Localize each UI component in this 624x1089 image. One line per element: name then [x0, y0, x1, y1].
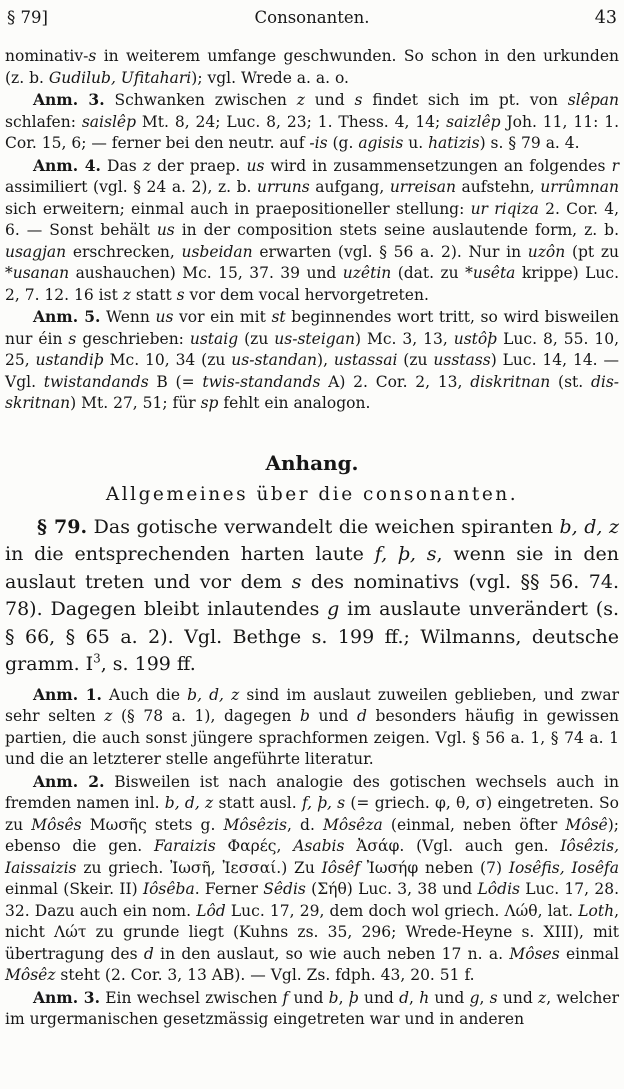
- text-run: (Σήθ) Luc. 3, 38 und: [305, 880, 478, 898]
- italic-run: us-steigan: [274, 329, 355, 348]
- paragraph: [5, 306, 619, 415]
- italic-run: g: [469, 988, 480, 1007]
- italic-run: ur riqiza: [470, 199, 539, 218]
- text-run: , welcher im urgermanischen gesetzmässig eingetreten war und in anderen: [5, 988, 619, 1028]
- superscript-run: 3: [93, 651, 101, 666]
- text-run: Ein wechsel zwischen: [99, 988, 283, 1007]
- text-run: assimiliert (vgl. § 24 a. 2), z. b.: [5, 178, 258, 196]
- text-run: Das: [100, 156, 143, 175]
- bold-run: Anm. 3.: [33, 90, 105, 109]
- text-run: findet sich im pt. von: [362, 91, 568, 109]
- text-run: A) 2. Cor. 2, 13,: [320, 372, 471, 391]
- italic-run: f, þ, s: [374, 543, 437, 565]
- text-run: Luc. 8, 55. 10, 25,: [5, 329, 619, 369]
- text-run: 2. Cor. 4, 6. — Sonst behält: [5, 199, 620, 239]
- italic-run: Loth: [578, 901, 615, 920]
- text-run: wird in zusammensetzungen an folgendes: [264, 156, 612, 175]
- italic-run: s: [176, 285, 185, 304]
- text-run: (g.: [327, 134, 359, 152]
- italic-run: d: [399, 988, 410, 1007]
- text-run: u.: [403, 134, 429, 152]
- text-run: Joh. 11, 11: 1. Cor. 15, 6; — ferner bei den neutr. auf: [5, 112, 619, 152]
- italic-run: ustassai: [333, 351, 398, 369]
- text-run: erwarten (vgl. § 56 a. 2). Nur in: [252, 242, 528, 261]
- text-run: (= griech. φ, θ, σ) eingetreten. So zu: [5, 794, 620, 834]
- italic-run: twis-standands: [202, 372, 321, 391]
- italic-run: s: [489, 988, 498, 1007]
- italic-run: sp: [200, 394, 219, 412]
- text-run: (dat. zu: [391, 264, 466, 282]
- italic-run: hatizis: [428, 134, 480, 152]
- italic-run: b, d, z: [559, 515, 619, 538]
- bold-run: Anm. 3.: [33, 987, 100, 1007]
- italic-run: Môsês: [31, 815, 82, 834]
- italic-run: d: [143, 944, 154, 963]
- text-run: erschrecken,: [66, 242, 182, 261]
- text-run: Φαρές,: [215, 837, 294, 855]
- text-run: vor ein mit: [173, 308, 272, 326]
- italic-run: s: [291, 570, 302, 593]
- text-run: Μωσῆς stets g.: [81, 815, 224, 834]
- text-run: (pt zu: [565, 242, 619, 261]
- text-run: aufgang,: [309, 178, 390, 196]
- italic-run: s: [68, 329, 77, 348]
- italic-run: -is: [309, 134, 328, 152]
- italic-run: b, d, z: [164, 794, 214, 812]
- text-run: Mc. 10, 34 (zu: [103, 351, 232, 369]
- text-run: in weiterem umfange geschwunden. So schon in den urkunden (z. b.: [5, 47, 619, 87]
- text-run: Ἰωσήφ neben (7): [359, 858, 509, 877]
- text-run: besonders häufig in gewissen partien, die auch sonst jüngere sprachformen zeigen. Vgl. § 56 a. 1, § 74 a. 1 und die an letzterer stelle angeführte literatur.: [5, 707, 620, 768]
- text-run: Luc. 17, 29, dem doch wol griech. Λώθ, lat.: [225, 901, 579, 920]
- text-run: einmal (Skeir. II): [5, 880, 143, 898]
- italic-run: ustaig: [189, 329, 239, 348]
- text-run: statt ausl.: [213, 794, 302, 812]
- text-run: ) s. § 79 a. 4.: [479, 134, 580, 152]
- italic-run: z: [122, 285, 131, 304]
- running-title: Consonanten.: [254, 8, 370, 27]
- text-run: (st.: [550, 372, 591, 391]
- italic-run: s: [88, 47, 97, 65]
- text-run: steht (2. Cor. 3, 13 AB). — Vgl. Zs. fdph. 43, 20. 51 f.: [55, 966, 475, 984]
- text-run: einmal: [559, 944, 619, 963]
- italic-run: uzêtin: [342, 264, 392, 282]
- text-run: schlafen:: [5, 112, 82, 131]
- text-run: und: [497, 988, 539, 1007]
- text-run: nominativ-: [5, 47, 89, 65]
- italic-run: z: [104, 707, 113, 725]
- italic-run: st: [271, 308, 286, 326]
- text-run: ,: [479, 988, 490, 1007]
- page-number: 43: [594, 8, 617, 28]
- text-run: der praep.: [150, 156, 247, 175]
- italic-run: b: [299, 707, 310, 725]
- text-run: (zu: [238, 329, 275, 348]
- paragraph: [5, 987, 619, 1031]
- text-run: B (=: [148, 372, 203, 391]
- text-run: und: [304, 91, 355, 109]
- italic-run: Môsêzis: [223, 815, 287, 834]
- text-run: (einmal, neben öfter: [382, 815, 566, 834]
- text-run: Luc. 17, 28. 32. Dazu auch ein nom.: [5, 880, 620, 920]
- italic-run: slêpan: [567, 91, 620, 109]
- page-body: [5, 46, 619, 1031]
- text-run: zu griech. Ἰωσῆ, Ἰεσσαί.) Zu: [76, 858, 322, 877]
- text-run: ,: [409, 988, 420, 1007]
- text-run: ),: [317, 351, 334, 369]
- paragraph: [5, 684, 619, 771]
- text-run: Bisweilen ist nach analogie des gotischen wechsels auch in fremden namen inl.: [5, 772, 619, 812]
- italic-run: Môsêza: [323, 815, 383, 834]
- italic-run: saizlêp: [446, 112, 501, 131]
- italic-run: Môsêz: [5, 966, 56, 984]
- italic-run: b: [328, 988, 339, 1007]
- italic-run: urruns: [257, 178, 310, 196]
- text-run: im auslaute unverändert (s. § 66, § 65 a. 2). Vgl. Bethge s. 199 ff.; Wilmanns, deutsche gramm. I: [5, 598, 620, 675]
- italic-run: z: [538, 988, 547, 1007]
- text-run: Auch die: [101, 685, 188, 704]
- text-run: (zu: [397, 351, 434, 369]
- text-run: aushauchen) Mc. 15, 37. 39 und: [69, 264, 343, 282]
- italic-run: h: [419, 988, 430, 1007]
- text-run: Schwanken zwischen: [104, 91, 297, 109]
- italic-run: Môsê: [565, 815, 608, 834]
- italic-run: s: [354, 91, 363, 109]
- bold-run: Anm. 5.: [33, 307, 101, 326]
- text-run: sich erweitern; einmal auch in praepositioneller stellung:: [5, 199, 471, 218]
- italic-run: f: [282, 988, 289, 1007]
- text-run: und: [309, 707, 357, 725]
- text-run: . Ferner: [194, 880, 264, 898]
- italic-run: Lôd: [196, 901, 226, 920]
- text-run: krippe) Luc. 2, 7. 12. 16 ist: [5, 264, 620, 304]
- italic-run: g: [327, 598, 340, 620]
- italic-run: Faraizis: [154, 837, 216, 855]
- text-run: , d.: [286, 815, 324, 834]
- bold-run: Anm. 2.: [33, 771, 105, 791]
- italic-run: uzôn: [527, 242, 566, 261]
- text-run: in den auslaut, so wie auch neben 17 n. a.: [153, 944, 510, 963]
- italic-run: ustandiþ: [35, 351, 104, 369]
- paragraph: [5, 771, 619, 987]
- italic-run: us: [155, 308, 174, 326]
- text-run: ) Mt. 27, 51; für: [70, 394, 201, 412]
- text-run: , s. 199 ff.: [100, 653, 196, 675]
- italic-run: usbeidan: [181, 242, 253, 261]
- bold-run: Anm. 4.: [33, 155, 101, 175]
- text-run: ) Luc. 14, 14. — Vgl.: [5, 351, 619, 391]
- italic-run: *usêta: [465, 264, 516, 282]
- italic-run: Iosêfis, Iosêfa: [508, 858, 619, 877]
- italic-run: Lôdis: [477, 880, 520, 898]
- text-run: aufstehn,: [455, 178, 541, 196]
- paragraph: [5, 89, 619, 155]
- italic-run: Asabis: [293, 837, 345, 855]
- text-run: ); vgl. Wrede a. a. o.: [191, 68, 349, 87]
- italic-run: Iôsêzis, Iaissaizis: [5, 837, 620, 877]
- italic-run: agisis: [358, 134, 404, 152]
- text-run: Ἀσάφ. (Vgl. auch gen.: [344, 837, 561, 855]
- text-run: ,: [338, 988, 349, 1007]
- text-run: , nicht Λώτ zu grunde liegt (Kuhns zs. 35, 296; Wrede-Heyne s. XIII), mit übertragung des: [5, 901, 620, 963]
- text-run: in der composition stets seine auslautende form, z. b.: [174, 221, 619, 239]
- italic-run: usstass: [433, 351, 491, 369]
- section-marker: § 79]: [7, 8, 48, 27]
- anhang-heading: Anhang.: [265, 450, 359, 475]
- italic-run: þ: [348, 988, 359, 1007]
- text-run: ) Mc. 3, 13,: [354, 329, 454, 348]
- italic-run: urreisan: [389, 178, 456, 196]
- text-run: , wenn sie in den auslaut treten und vor dem: [5, 543, 619, 593]
- text-run: und: [429, 988, 470, 1007]
- italic-run: dis-skritnan: [5, 372, 620, 412]
- italic-run: z: [296, 91, 305, 109]
- paragraph: [5, 155, 619, 307]
- italic-run: r: [611, 156, 619, 175]
- bold-run: Anm. 1.: [33, 684, 102, 704]
- italic-run: us: [156, 221, 175, 239]
- italic-run: Iôsêf: [321, 858, 360, 877]
- italic-run: *usanan: [5, 264, 70, 282]
- text-run: des nominativs (vgl. §§ 56. 74. 78). Dagegen bleibt inlautendes: [5, 570, 619, 620]
- italic-run: Gudilub, Ufitahari: [48, 68, 192, 87]
- italic-run: diskritnan: [470, 372, 551, 391]
- italic-run: us: [246, 156, 265, 175]
- italic-run: Sêdis: [263, 880, 306, 898]
- bold-run: § 79.: [37, 515, 88, 538]
- text-run: und: [288, 988, 329, 1007]
- text-run: Das gotische verwandelt die weichen spiranten: [87, 515, 560, 538]
- text-run: vor dem vocal hervorgetreten.: [184, 285, 429, 304]
- text-run: und: [358, 988, 400, 1007]
- paragraph: [5, 514, 619, 679]
- italic-run: saislêp: [81, 112, 137, 131]
- italic-run: ustôþ: [453, 329, 498, 348]
- text-run: statt: [130, 285, 177, 304]
- italic-run: Iôsêba: [142, 880, 195, 898]
- italic-run: z: [142, 156, 151, 175]
- italic-run: d: [357, 707, 367, 725]
- italic-run: usagjan: [5, 242, 67, 261]
- italic-run: us-standan: [231, 351, 318, 369]
- text-run: fehlt ein analogon.: [218, 394, 371, 412]
- text-run: Mt. 8, 24; Luc. 8, 23; 1. Thess. 4, 14;: [136, 112, 447, 131]
- italic-run: urrûmnan: [540, 178, 619, 196]
- text-run: geschrieben:: [76, 329, 190, 348]
- consonants-subheading: Allgemeines über die consonanten.: [105, 483, 519, 505]
- text-run: Wenn: [100, 308, 156, 326]
- text-run: ); ebenso die gen.: [5, 815, 620, 855]
- paragraph: [5, 46, 619, 89]
- text-run: (§ 78 a. 1), dagegen: [112, 707, 300, 725]
- italic-run: twistandands: [43, 372, 149, 391]
- text-run: beginnendes wort tritt, so wird bisweilen nur éin: [5, 308, 619, 348]
- italic-run: f, þ, s: [301, 794, 346, 812]
- text-run: in die entsprechenden harten laute: [5, 543, 375, 565]
- running-head: [7, 8, 617, 28]
- text-run: sind im auslaut zuweilen geblieben, und zwar sehr selten: [5, 685, 619, 725]
- italic-run: b, d, z: [187, 685, 240, 704]
- italic-run: Môses: [509, 944, 560, 963]
